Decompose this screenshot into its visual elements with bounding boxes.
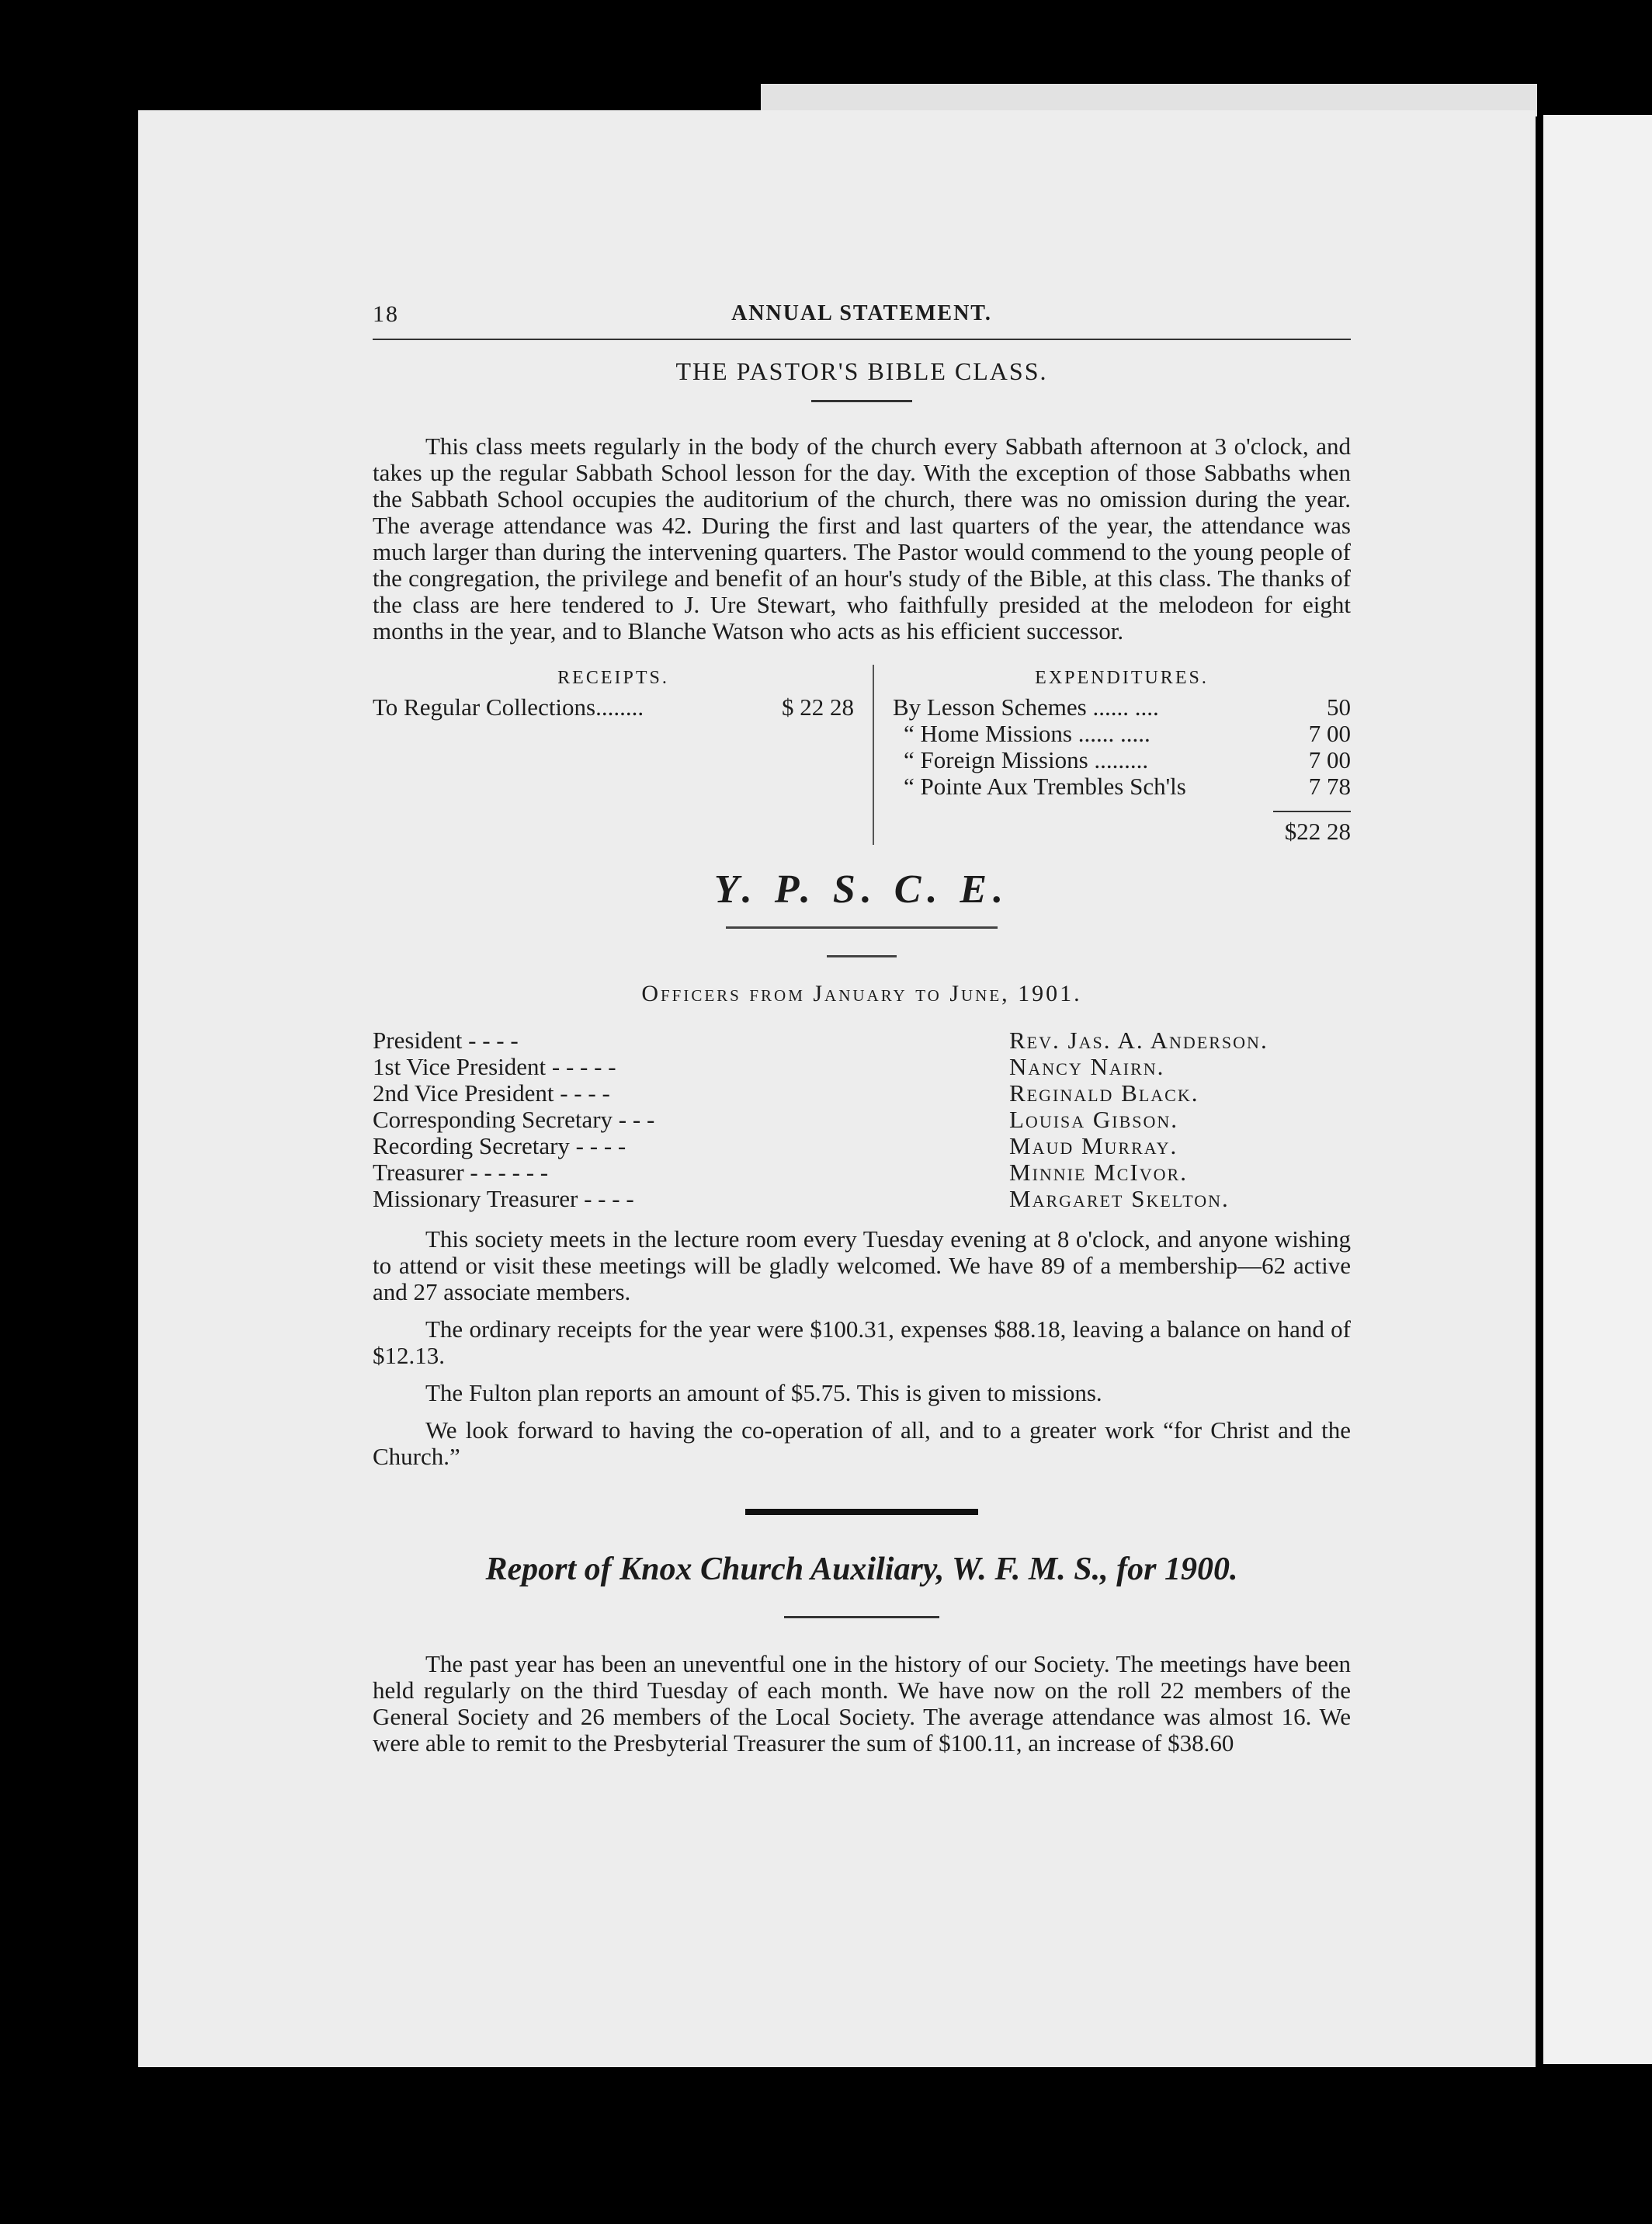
ypsce-paragraph: We look forward to having the co-operation of all, and to a greater work “for Christ and the Church.” xyxy=(373,1416,1351,1470)
page-content xyxy=(373,295,1351,1767)
officer-name: Maud Murray. xyxy=(1009,1132,1178,1159)
receipt-amount: $ 22 28 xyxy=(782,693,854,721)
officer-row xyxy=(373,1027,1351,1054)
officers-list xyxy=(373,1027,1351,1212)
officer-name: Margaret Skelton. xyxy=(1009,1185,1230,1212)
receipts-heading: RECEIPTS. xyxy=(557,668,669,688)
expenditure-amount: 7 78 xyxy=(1308,773,1351,800)
expenditure-label: By Lesson Schemes ...... .... xyxy=(893,693,1159,721)
officers-title: Officers from January to June, 1901. xyxy=(641,981,1082,1006)
expenditures-heading: EXPENDITURES. xyxy=(1035,668,1209,688)
receipt-label: To Regular Collections........ xyxy=(373,693,644,721)
expenditure-row xyxy=(893,773,1351,800)
ypsce-rule xyxy=(726,926,998,929)
receipt-row xyxy=(373,694,854,721)
wfms-paragraph: The past year has been an uneventful one in the history of our Society. The meetings have been held regularly on the third Tuesday of each month. We have now on the roll 22 members of the General Society and 26 members of the Local Society. The average attendance was almost 16. We were able to remit to the Presbyterial Treasurer the sum of $100.11, an increase of $38.60 xyxy=(373,1650,1351,1757)
expenditures-column xyxy=(873,665,1351,845)
bible-class-title: THE PASTOR'S BIBLE CLASS. xyxy=(675,357,1048,385)
ypsce-short-rule xyxy=(827,955,897,957)
expenditure-amount: 7 00 xyxy=(1308,720,1351,747)
expenditure-amount: 50 xyxy=(1327,693,1351,721)
officer-role: Treasurer - - - - - - xyxy=(373,1159,549,1186)
officer-row xyxy=(373,1107,1351,1133)
officer-row xyxy=(373,1054,1351,1080)
receipts-column xyxy=(373,665,873,845)
wfms-title: Report of Knox Church Auxiliary, W. F. M. S., for 1900. xyxy=(485,1552,1238,1587)
page-number: 18 xyxy=(373,301,399,327)
officer-row xyxy=(373,1186,1351,1212)
ypsce-paragraph: The Fulton plan reports an amount of $5.75. This is given to missions. xyxy=(425,1379,1102,1406)
officer-role: Recording Secretary - - - - xyxy=(373,1132,626,1159)
expenditure-total: $22 28 xyxy=(1273,811,1351,845)
expenditure-label: “ Foreign Missions ......... xyxy=(904,746,1149,773)
running-header xyxy=(373,295,1351,331)
running-title: ANNUAL STATEMENT. xyxy=(731,301,992,325)
expenditure-row xyxy=(893,694,1351,721)
section-divider xyxy=(745,1509,978,1515)
bible-class-paragraph: This class meets regularly in the body of the church every Sabbath afternoon at 3 o'clock, and takes up the regular Sabbath School lesson for the day. With the exception of those Sabbaths when the Sabbath School occupies the auditorium of the church, there was no omission during the year. The average attendance was 42. During the first and last quarters of the year, the attendance was much larger than during the intervening quarters. The Pastor would commend to the young people of the congregation, the privilege and benefit of an hour's study of the Bible, at this class. The thanks of the class are here tendered to J. Ure Stewart, who faithfully presided at the melodeon for eight months in the year, and to Blanche Watson who acts as his efficient successor. xyxy=(373,433,1351,645)
officer-row xyxy=(373,1133,1351,1159)
officer-row xyxy=(373,1080,1351,1107)
officer-name: Rev. Jas. A. Anderson. xyxy=(1009,1027,1268,1054)
officer-role: 2nd Vice President - - - - xyxy=(373,1079,610,1107)
facing-page-edge xyxy=(1543,115,1652,2064)
officer-role: Missionary Treasurer - - - - xyxy=(373,1185,634,1212)
officer-name: Minnie McIvor. xyxy=(1009,1159,1188,1186)
expenditure-row xyxy=(893,747,1351,773)
officer-role: Corresponding Secretary - - - xyxy=(373,1106,655,1133)
officer-role: 1st Vice President - - - - - xyxy=(373,1053,616,1080)
ypsce-paragraph: The ordinary receipts for the year were $100.31, expenses $88.18, leaving a balance on hand of $12.13. xyxy=(373,1315,1351,1369)
expenditure-label: “ Home Missions ...... ..... xyxy=(904,720,1150,747)
expenditure-row xyxy=(893,721,1351,747)
wfms-rule xyxy=(784,1616,939,1618)
officer-name: Nancy Nairn. xyxy=(1009,1053,1165,1080)
ypsce-title: Y. P. S. C. E. xyxy=(713,867,1010,912)
title-rule xyxy=(811,400,912,402)
officer-role: President - - - - xyxy=(373,1027,519,1054)
officer-row xyxy=(373,1159,1351,1186)
officer-name: Reginald Black. xyxy=(1009,1079,1199,1107)
ypsce-paragraph: This society meets in the lecture room every Tuesday evening at 8 o'clock, and anyone wishing to attend or visit these meetings will be gladly welcomed. We have 89 of a membership—62 active and 27 associate members. xyxy=(373,1225,1351,1305)
accounts-table xyxy=(373,665,1351,845)
expenditure-amount: 7 00 xyxy=(1308,746,1351,773)
officer-name: Louisa Gibson. xyxy=(1009,1106,1179,1133)
header-rule xyxy=(373,339,1351,340)
expenditure-label: “ Pointe Aux Trembles Sch'ls xyxy=(904,773,1186,800)
